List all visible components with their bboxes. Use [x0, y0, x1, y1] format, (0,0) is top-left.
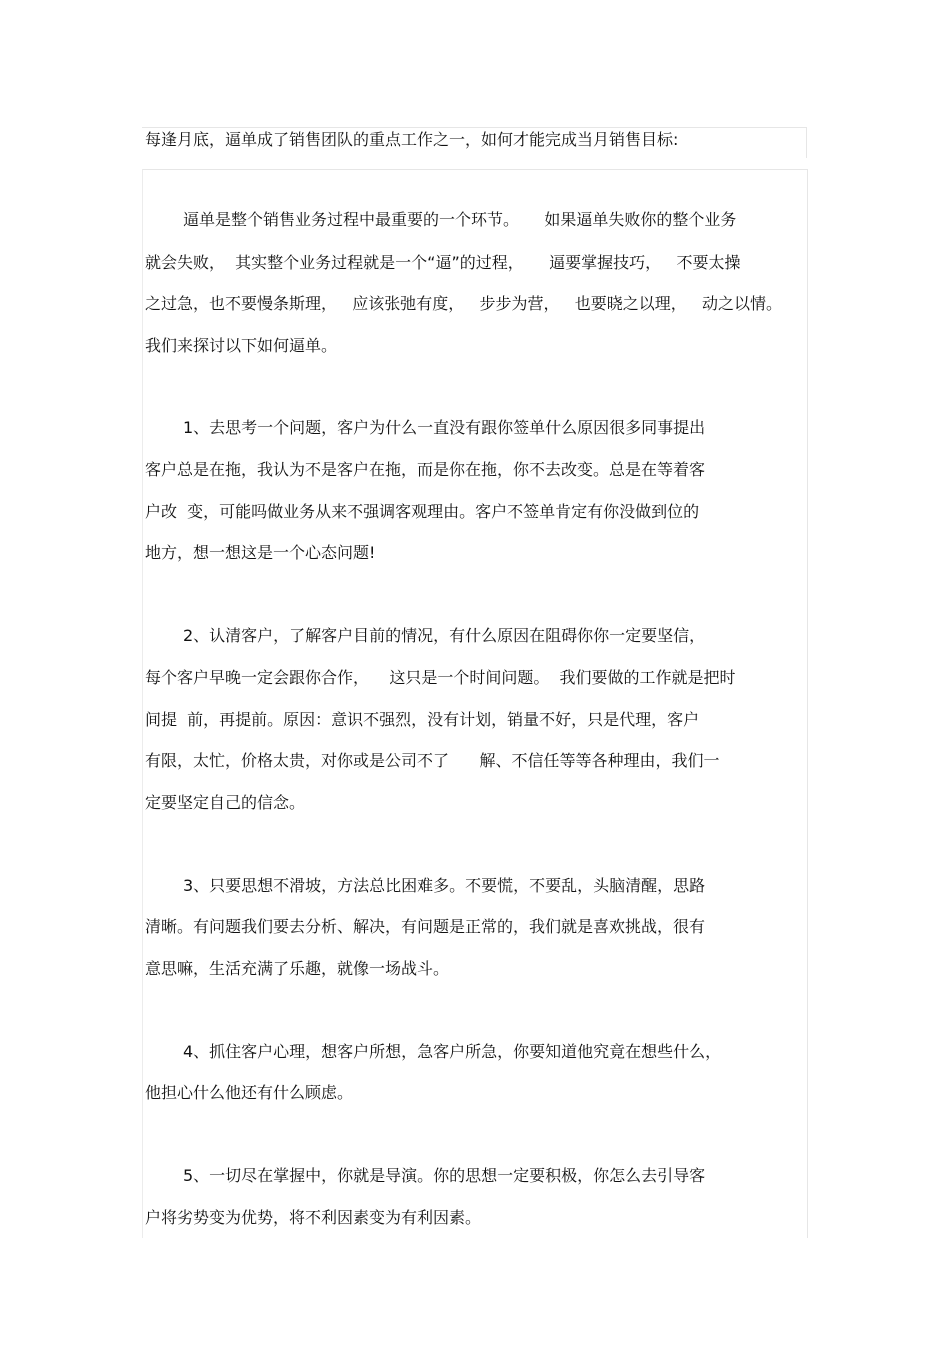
- paragraph-line: 逼单是整个销售业务过程中最重要的一个环节。 如果逼单失败你的整个业务: [183, 210, 737, 229]
- paragraph-line: 他担心什么他还有什么顾虑。: [145, 1083, 354, 1102]
- paragraph-line: 客户总是在拖，我认为不是客户在拖，而是你在拖，你不去改变。总是在等着客: [145, 460, 706, 479]
- content-frame: [142, 169, 808, 1238]
- paragraph-line: 户改 变，可能吗做业务从来不强调客观理由。客户不签单肯定有你没做到位的: [145, 502, 700, 521]
- paragraph-line: 户将劣势变为优势，将不利因素变为有利因素。: [145, 1208, 482, 1227]
- paragraph-line: 3、只要思想不滑坡，方法总比困难多。不要慌，不要乱，头脑清醒，思路: [183, 876, 706, 895]
- document-heading: 每逢月底，逼单成了销售团队的重点工作之一，如何才能完成当月销售目标:: [145, 130, 679, 149]
- paragraph-line: 清晰。有问题我们要去分析、解决，有问题是正常的，我们就是喜欢挑战，很有: [145, 917, 706, 936]
- paragraph-line: 4、抓住客户心理，想客户所想，急客户所急，你要知道他究竟在想些什么，: [183, 1042, 722, 1061]
- paragraph-line: 之过急，也不要慢条斯理， 应该张弛有度， 步步为营， 也要晓之以理， 动之以情。: [145, 294, 783, 313]
- paragraph-line: 每个客户早晚一定会跟你合作， 这只是一个时间问题。 我们要做的工作就是把时: [145, 668, 736, 687]
- paragraph-line: 意思嘛，生活充满了乐趣，就像一场战斗。: [145, 959, 450, 978]
- paragraph-line: 定要坚定自己的信念。: [145, 793, 306, 812]
- paragraph-line: 有限，太忙，价格太贵，对你或是公司不了 解、不信任等等各种理由，我们一: [145, 751, 720, 770]
- paragraph-line: 就会失败， 其实整个业务过程就是一个“逼”的过程， 逼要掌握技巧， 不要太操: [145, 253, 741, 272]
- paragraph-line: 1、去思考一个问题，客户为什么一直没有跟你签单什么原因很多同事提出: [183, 418, 706, 437]
- paragraph-line: 2、认清客户，了解客户目前的情况，有什么原因在阻碍你你一定要坚信，: [183, 626, 706, 645]
- paragraph-line: 我们来探讨以下如何逼单。: [145, 336, 338, 355]
- paragraph-line: 5、一切尽在掌握中，你就是导演。你的思想一定要积极，你怎么去引导客: [183, 1166, 706, 1185]
- paragraph-line: 地方，想一想这是一个心态问题!: [145, 543, 376, 562]
- paragraph-line: 间提 前，再提前。原因：意识不强烈，没有计划，销量不好，只是代理，客户: [145, 710, 700, 729]
